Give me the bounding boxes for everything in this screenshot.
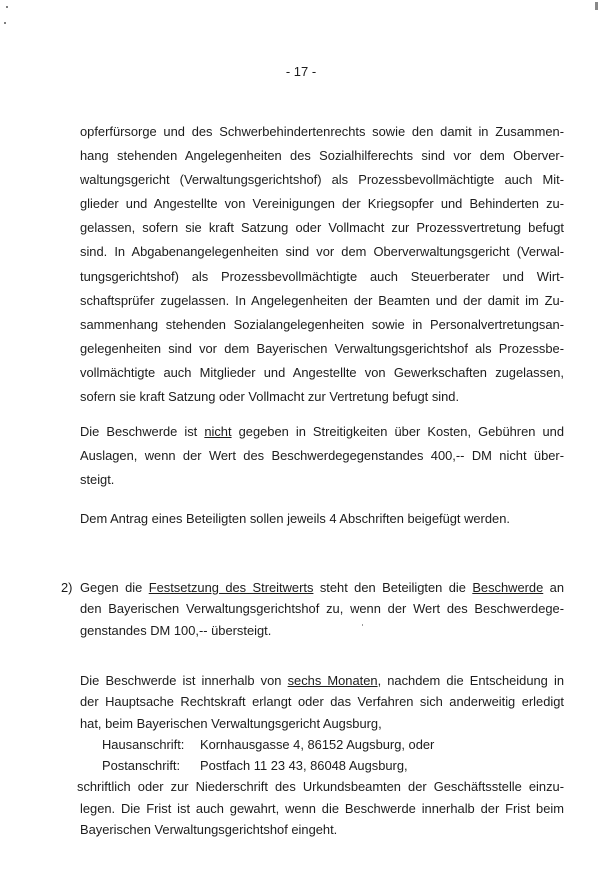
text-line: gelegenheiten sind vor dem Bayerischen Verwaltungsgerichtshof als Prozessbe- [80,340,564,356]
text-line: steigt. [80,472,115,488]
text-line: sind. In Abgabenangelegenheiten sind vor dem Oberverwaltungsgericht (Verwal- [80,244,564,260]
paragraph-streitwert-appeal [80,577,564,641]
paragraph-copies [80,507,564,531]
text-line: hang stehenden Angelegenheiten des Sozialhilferechts sind vor dem Oberver- [80,148,564,164]
paragraph-deadline [77,670,565,840]
scan-speck [6,6,8,8]
underlined-nicht: nicht [204,424,232,439]
address-line-post [80,755,564,776]
text-line: sammenhang stehenden Sozialangelegenheiten sowie in Personalvertretungsan- [80,316,564,332]
text-line: der Hauptsache Rechtskraft erlangt oder das Verfahren sich anderweitig erledigt [80,694,564,710]
paragraph-no-appeal [80,420,564,492]
text-line: glieder und Angestellte von Vereinigungen der Kriegsopfer und Behinderten zu- [80,196,564,212]
text-line: hat, beim Bayerischen Verwaltungsgericht Augsburg, [80,715,382,731]
text-line: legen. Die Frist ist auch gewahrt, wenn die Beschwerde innerhalb der Frist beim [80,800,564,816]
address-line-haus [80,734,564,755]
text-line: schaftsprüfer zugelassen. In Angelegenheiten der Beamten und der damit im Zu- [80,292,564,308]
text-line: gelassen, sofern sie kraft Satzung oder Vollmacht zur Prozessvertretung befugt [80,220,564,236]
underlined-sechs-monaten: sechs Monaten [287,673,378,688]
list-marker: 2) [61,580,73,595]
text-line: tungsgerichtshof) als Prozessbevollmächtigte auch Steuerberater und Wirt- [80,268,564,284]
haus-value: Kornhausgasse 4, 86152 Augsburg, oder [200,736,435,752]
text-line: vollmächtigte auch Mitglieder und Angestellte von Gewerkschaften zugelassen, [80,364,564,380]
post-label: Postanschrift: [102,758,181,774]
text-line: den Bayerischen Verwaltungsgerichtshof zu, wenn der Wert des Beschwerdege- [80,601,564,617]
text-line: Gegen die Festsetzung des Streitwerts steht den Beteiligten die Beschwerde an [80,580,564,595]
paragraph-legal-representation [80,120,564,409]
post-value: Postfach 11 23 43, 86048 Augsburg, [200,758,408,774]
text-line: Die Beschwerde ist nicht gegeben in Streitigkeiten über Kosten, Gebühren und [80,424,564,439]
underlined-beschwerde: Beschwerde [472,580,544,595]
text-line: Die Beschwerde ist innerhalb von sechs Monaten, nachdem die Entscheidung in [80,673,565,688]
haus-label: Hausanschrift: [102,736,185,752]
text-line: Bayerischen Verwaltungsgerichtshof eingeht. [80,822,338,838]
scan-speck [4,22,6,24]
text-line: Auslagen, wenn der Wert des Beschwerdegegenstandes 400,-- DM nicht über- [80,448,564,464]
text-line: schriftlich oder zur Niederschrift des Urkundsbeamten der Geschäftsstelle einzu- [77,779,564,795]
underlined-festsetzung: Festsetzung des Streitwerts [148,580,314,595]
text-line: opferfürsorge und des Schwerbehindertenrechts sowie den damit in Zusammen- [80,124,564,139]
page-number: - 17 - [285,64,317,79]
text-line: waltungsgericht (Verwaltungsgerichtshof) als Prozessbevollmächtigte auch Mit- [80,172,564,188]
text-line: Dem Antrag eines Beteiligten sollen jeweils 4 Abschriften beigefügt werden. [80,511,510,526]
text-line: genstandes DM 100,-- übersteigt. [80,622,272,638]
text-line: sofern sie kraft Satzung oder Vollmacht zur Vertretung befugt sind. [80,389,460,405]
scan-speck [595,2,598,10]
